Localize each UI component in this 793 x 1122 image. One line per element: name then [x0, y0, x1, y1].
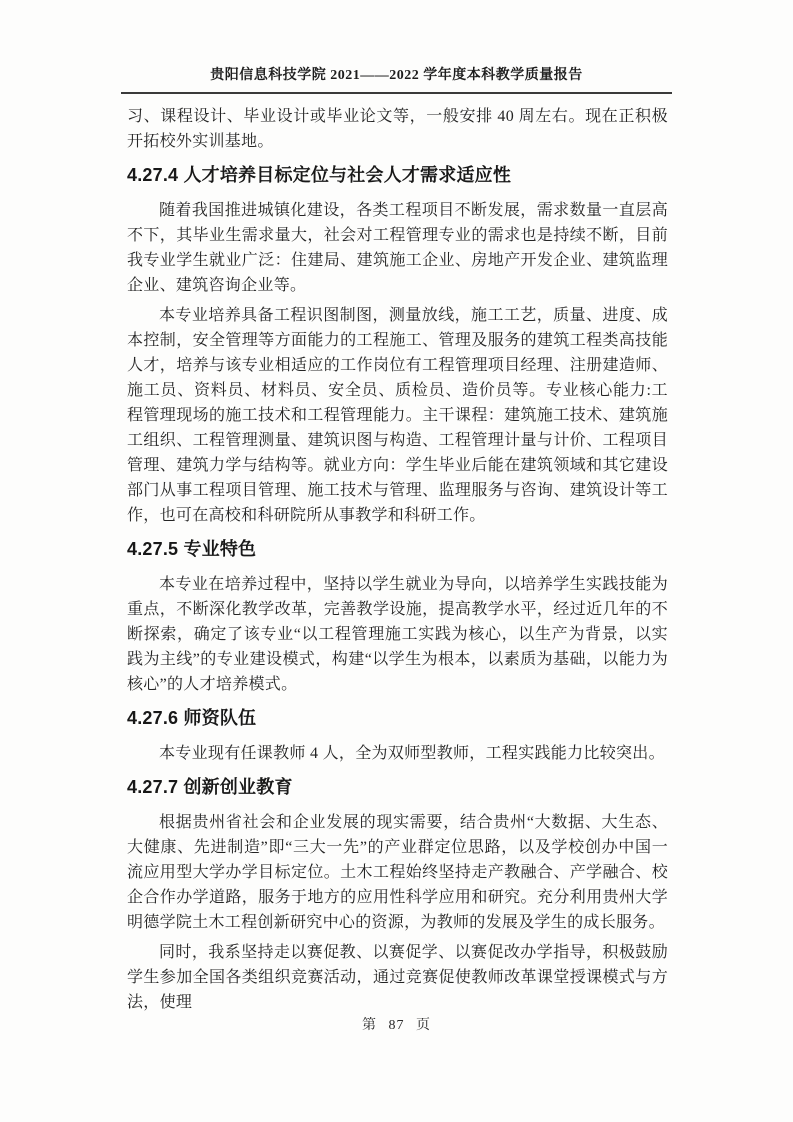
paragraph: 随着我国推进城镇化建设，各类工程项目不断发展，需求数量一直层高不下，其毕业生需求量大，社会对工程管理专业的需求也是持续不断，目前我专业学生就业广泛：住建局、建筑施工企业、房地产开发企业、建筑监理企业、建筑咨询企业等。 [127, 202, 668, 294]
page-footer: 第 87 页 [362, 1018, 431, 1033]
paragraph: 本专业现有任课教师 4 人，全为双师型教师，工程实践能力比较突出。 [159, 745, 665, 762]
page-header [121, 64, 672, 94]
header-title: 贵阳信息科技学院 2021——2022 学年度本科教学质量报告 [210, 68, 583, 83]
paragraph: 同时，我系坚持走以赛促教、以赛促学、以赛促改办学指导，积极鼓励学生参加全国各类组织竞赛活动，通过竞赛促使教师改革课堂授课模式与方法，使理 [127, 944, 668, 1011]
paragraph: 本专业培养具备工程识图制图，测量放线，施工工艺，质量、进度、成本控制，安全管理等方面能力的工程施工、管理及服务的建筑工程类高技能人才，培养与该专业相适应的工作岗位有工程管理项目经理、注册建造师、施工员、资料员、材料员、安全员、质检员、造价员等。专业核心能力:工程管理现场的施工技术和工程管理能力。主干课程：建筑施工技术、建筑施工组织、工程管理测量、建筑识图与构造、工程管理计量与计价、工程项目管理、建筑力学与结构等。就业方向：学生毕业后能在建筑领域和其它建设部门从事工程项目管理、施工技术与管理、监理服务与咨询、建筑设计等工作，也可在高校和科研院所从事教学和科研工作。 [127, 307, 668, 524]
paragraph-continuation: 习、课程设计、毕业设计或毕业论文等，一般安排 40 周左右。现在正积极开拓校外实训基地。 [127, 108, 668, 150]
section-heading-4-27-7: 4.27.7 创新创业教育 [127, 777, 293, 797]
paragraph: 本专业在培养过程中，坚持以学生就业为导向，以培养学生实践技能为重点，不断深化教学改革，完善教学设施，提高教学水平，经过近几年的不断探索，确定了该专业“以工程管理施工实践为核心，以生产为背景，以实践为主线”的专业建设模式，构建“以学生为根本，以素质为基础，以能力为核心”的人才培养模式。 [127, 576, 668, 693]
section-heading-4-27-6: 4.27.6 师资队伍 [127, 708, 257, 728]
section-heading-4-27-5: 4.27.5 专业特色 [127, 539, 257, 559]
page-content [127, 104, 668, 1020]
section-heading-4-27-4: 4.27.4 人才培养目标定位与社会人才需求适应性 [127, 165, 512, 185]
paragraph: 根据贵州省社会和企业发展的现实需要，结合贵州“大数据、大生态、大健康、先进制造”即“三大一先”的产业群定位思路，以及学校创办中国一流应用型大学办学目标定位。土木工程始终坚持走产教融合、产学融合、校企合作办学道路，服务于地方的应用性科学应用和研究。充分利用贵州大学明德学院土木工程创新研究中心的资源，为教师的发展及学生的成长服务。 [127, 814, 668, 931]
